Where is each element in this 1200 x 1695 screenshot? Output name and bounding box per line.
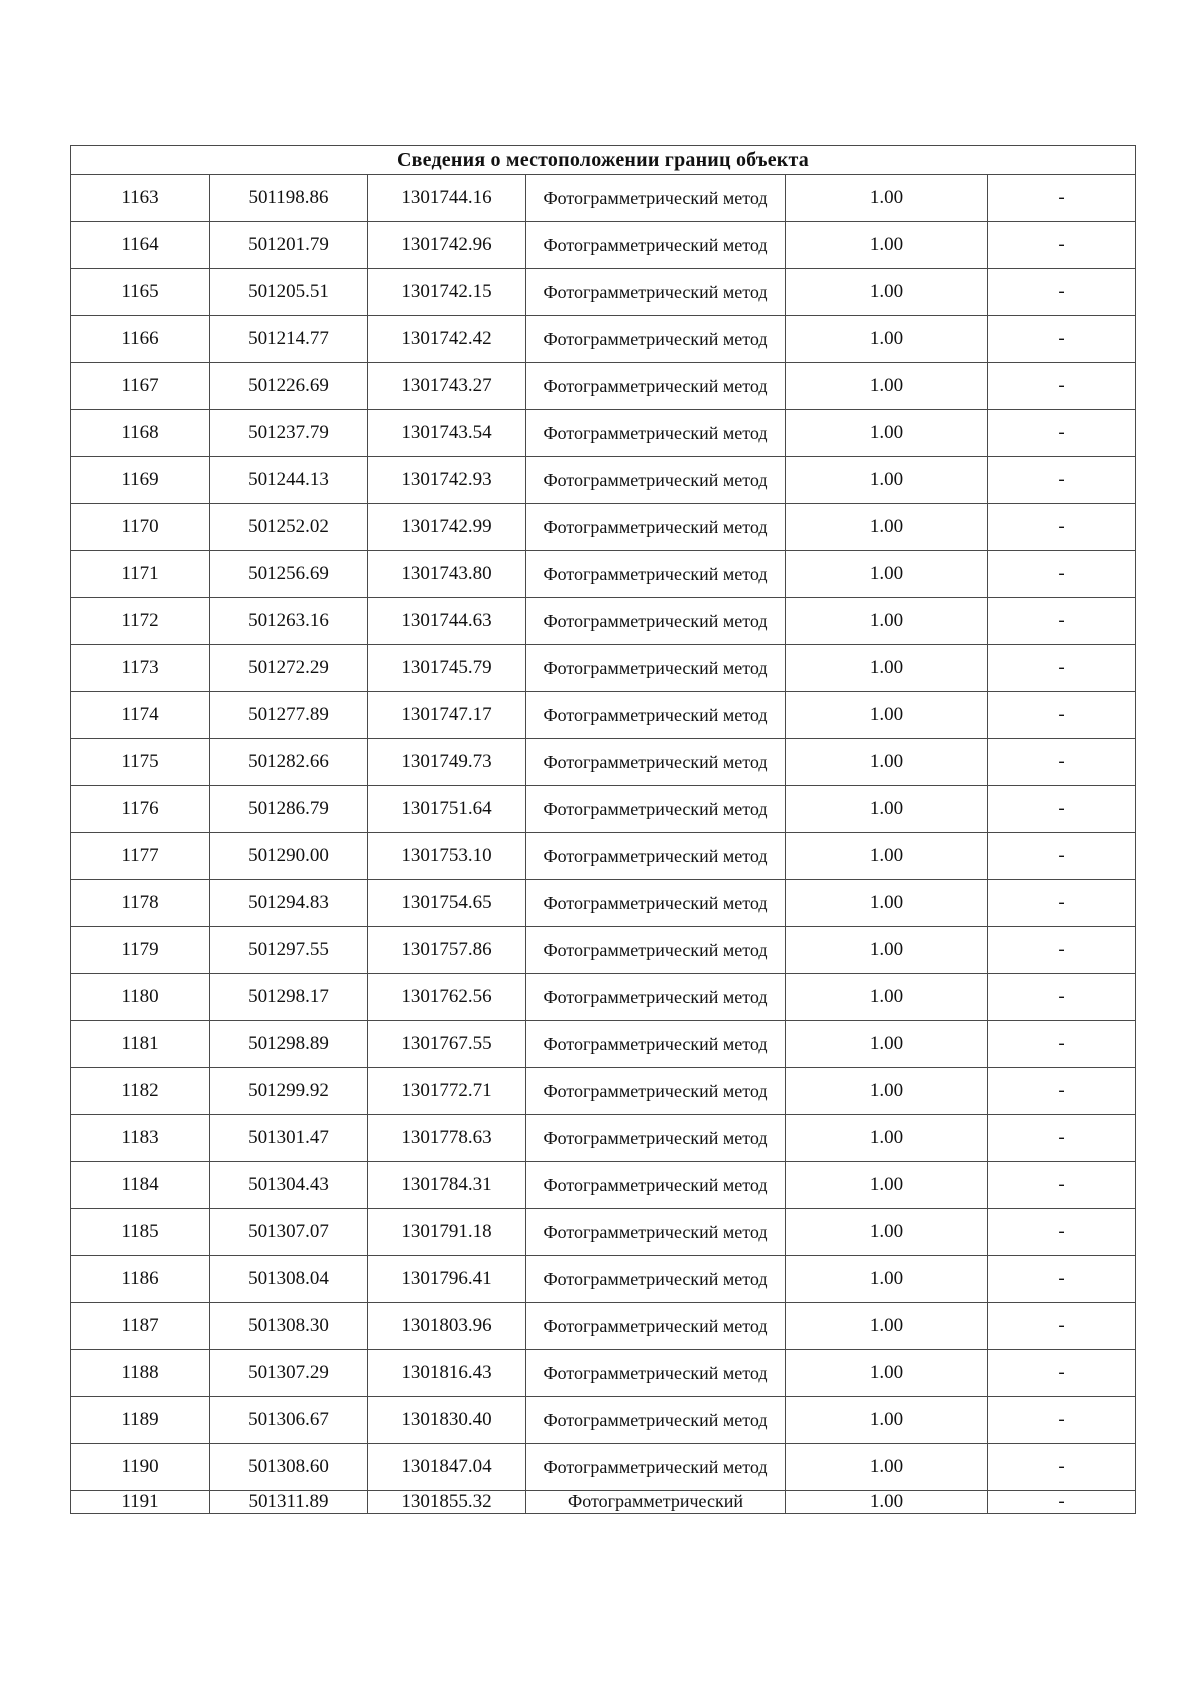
coordinate-x-cell: 501308.60 <box>210 1444 368 1491</box>
accuracy-cell: 1.00 <box>786 269 988 316</box>
note-cell: - <box>988 786 1136 833</box>
table-row <box>71 1209 1136 1256</box>
method-cell: Фотограмметрический метод <box>526 927 786 974</box>
note-cell: - <box>988 927 1136 974</box>
coordinate-x-cell: 501244.13 <box>210 457 368 504</box>
coordinate-y-cell: 1301742.42 <box>368 316 526 363</box>
method-cell: Фотограмметрический метод <box>526 1397 786 1444</box>
method-cell: Фотограмметрический метод <box>526 1256 786 1303</box>
point-number-cell: 1182 <box>71 1068 210 1115</box>
coordinate-x-cell: 501311.89 <box>210 1491 368 1514</box>
note-cell: - <box>988 1303 1136 1350</box>
accuracy-cell: 1.00 <box>786 927 988 974</box>
point-number-cell: 1179 <box>71 927 210 974</box>
point-number-cell: 1175 <box>71 739 210 786</box>
table-row <box>71 410 1136 457</box>
accuracy-cell: 1.00 <box>786 1303 988 1350</box>
coordinate-x-cell: 501308.04 <box>210 1256 368 1303</box>
point-number-cell: 1184 <box>71 1162 210 1209</box>
table-row <box>71 739 1136 786</box>
note-cell: - <box>988 175 1136 222</box>
coordinate-x-cell: 501299.92 <box>210 1068 368 1115</box>
method-cell: Фотограмметрический метод <box>526 410 786 457</box>
coordinate-y-cell: 1301830.40 <box>368 1397 526 1444</box>
method-cell: Фотограмметрический метод <box>526 363 786 410</box>
coordinate-x-cell: 501290.00 <box>210 833 368 880</box>
method-cell: Фотограмметрический метод <box>526 175 786 222</box>
coordinate-y-cell: 1301847.04 <box>368 1444 526 1491</box>
coordinate-x-cell: 501306.67 <box>210 1397 368 1444</box>
note-cell: - <box>988 316 1136 363</box>
method-cell: Фотограмметрический метод <box>526 1209 786 1256</box>
coordinate-y-cell: 1301742.96 <box>368 222 526 269</box>
table-row <box>71 551 1136 598</box>
point-number-cell: 1172 <box>71 598 210 645</box>
accuracy-cell: 1.00 <box>786 1209 988 1256</box>
method-cell: Фотограмметрический метод <box>526 504 786 551</box>
coordinate-x-cell: 501226.69 <box>210 363 368 410</box>
coordinate-y-cell: 1301767.55 <box>368 1021 526 1068</box>
coordinate-y-cell: 1301784.31 <box>368 1162 526 1209</box>
coordinate-x-cell: 501298.17 <box>210 974 368 1021</box>
coordinate-y-cell: 1301762.56 <box>368 974 526 1021</box>
coordinate-y-cell: 1301742.99 <box>368 504 526 551</box>
coordinate-y-cell: 1301772.71 <box>368 1068 526 1115</box>
point-number-cell: 1177 <box>71 833 210 880</box>
accuracy-cell: 1.00 <box>786 880 988 927</box>
coordinate-y-cell: 1301747.17 <box>368 692 526 739</box>
point-number-cell: 1165 <box>71 269 210 316</box>
table-row <box>71 974 1136 1021</box>
method-cell: Фотограмметрический <box>526 1491 786 1514</box>
accuracy-cell: 1.00 <box>786 551 988 598</box>
point-number-cell: 1188 <box>71 1350 210 1397</box>
coordinate-y-cell: 1301778.63 <box>368 1115 526 1162</box>
table-title-row <box>71 146 1136 175</box>
method-cell: Фотограмметрический метод <box>526 598 786 645</box>
table-row <box>71 1068 1136 1115</box>
table-row <box>71 1397 1136 1444</box>
note-cell: - <box>988 1068 1136 1115</box>
accuracy-cell: 1.00 <box>786 1021 988 1068</box>
table-row <box>71 1162 1136 1209</box>
coordinate-x-cell: 501277.89 <box>210 692 368 739</box>
note-cell: - <box>988 1256 1136 1303</box>
accuracy-cell: 1.00 <box>786 974 988 1021</box>
accuracy-cell: 1.00 <box>786 1068 988 1115</box>
method-cell: Фотограмметрический метод <box>526 1115 786 1162</box>
table-row <box>71 786 1136 833</box>
method-cell: Фотограмметрический метод <box>526 551 786 598</box>
table-body <box>71 146 1136 1514</box>
accuracy-cell: 1.00 <box>786 1350 988 1397</box>
table-row <box>71 645 1136 692</box>
coordinate-x-cell: 501205.51 <box>210 269 368 316</box>
coordinate-x-cell: 501198.86 <box>210 175 368 222</box>
accuracy-cell: 1.00 <box>786 1162 988 1209</box>
coordinate-y-cell: 1301757.86 <box>368 927 526 974</box>
table-row <box>71 927 1136 974</box>
point-number-cell: 1191 <box>71 1491 210 1514</box>
coordinate-y-cell: 1301745.79 <box>368 645 526 692</box>
accuracy-cell: 1.00 <box>786 316 988 363</box>
coordinate-x-cell: 501307.29 <box>210 1350 368 1397</box>
note-cell: - <box>988 457 1136 504</box>
method-cell: Фотограмметрический метод <box>526 880 786 927</box>
table-row <box>71 1021 1136 1068</box>
table-row <box>71 692 1136 739</box>
coordinate-x-cell: 501294.83 <box>210 880 368 927</box>
accuracy-cell: 1.00 <box>786 1491 988 1514</box>
method-cell: Фотограмметрический метод <box>526 1068 786 1115</box>
accuracy-cell: 1.00 <box>786 645 988 692</box>
point-number-cell: 1178 <box>71 880 210 927</box>
point-number-cell: 1164 <box>71 222 210 269</box>
point-number-cell: 1173 <box>71 645 210 692</box>
point-number-cell: 1185 <box>71 1209 210 1256</box>
table-row <box>71 598 1136 645</box>
accuracy-cell: 1.00 <box>786 175 988 222</box>
coordinate-x-cell: 501256.69 <box>210 551 368 598</box>
coordinate-x-cell: 501272.29 <box>210 645 368 692</box>
point-number-cell: 1166 <box>71 316 210 363</box>
note-cell: - <box>988 1491 1136 1514</box>
coordinate-y-cell: 1301796.41 <box>368 1256 526 1303</box>
note-cell: - <box>988 269 1136 316</box>
accuracy-cell: 1.00 <box>786 1256 988 1303</box>
table-row <box>71 175 1136 222</box>
coordinate-x-cell: 501308.30 <box>210 1303 368 1350</box>
point-number-cell: 1186 <box>71 1256 210 1303</box>
accuracy-cell: 1.00 <box>786 598 988 645</box>
coordinate-x-cell: 501307.07 <box>210 1209 368 1256</box>
coordinate-y-cell: 1301803.96 <box>368 1303 526 1350</box>
note-cell: - <box>988 410 1136 457</box>
table-row <box>71 1303 1136 1350</box>
point-number-cell: 1163 <box>71 175 210 222</box>
table-row <box>71 1350 1136 1397</box>
method-cell: Фотограмметрический метод <box>526 1444 786 1491</box>
note-cell: - <box>988 1444 1136 1491</box>
point-number-cell: 1176 <box>71 786 210 833</box>
table-row <box>71 1444 1136 1491</box>
table-row <box>71 1491 1136 1514</box>
accuracy-cell: 1.00 <box>786 504 988 551</box>
coordinate-y-cell: 1301743.27 <box>368 363 526 410</box>
note-cell: - <box>988 363 1136 410</box>
coordinate-y-cell: 1301743.54 <box>368 410 526 457</box>
note-cell: - <box>988 645 1136 692</box>
coordinate-y-cell: 1301754.65 <box>368 880 526 927</box>
table-row <box>71 1115 1136 1162</box>
coordinate-x-cell: 501214.77 <box>210 316 368 363</box>
method-cell: Фотограмметрический метод <box>526 1021 786 1068</box>
accuracy-cell: 1.00 <box>786 1115 988 1162</box>
coordinate-y-cell: 1301742.15 <box>368 269 526 316</box>
coordinate-y-cell: 1301791.18 <box>368 1209 526 1256</box>
table-row <box>71 504 1136 551</box>
table-row <box>71 833 1136 880</box>
point-number-cell: 1190 <box>71 1444 210 1491</box>
table-row <box>71 222 1136 269</box>
method-cell: Фотограмметрический метод <box>526 269 786 316</box>
table-row <box>71 363 1136 410</box>
method-cell: Фотограмметрический метод <box>526 316 786 363</box>
coordinate-y-cell: 1301816.43 <box>368 1350 526 1397</box>
note-cell: - <box>988 1021 1136 1068</box>
point-number-cell: 1168 <box>71 410 210 457</box>
coordinate-y-cell: 1301749.73 <box>368 739 526 786</box>
accuracy-cell: 1.00 <box>786 363 988 410</box>
accuracy-cell: 1.00 <box>786 692 988 739</box>
point-number-cell: 1170 <box>71 504 210 551</box>
point-number-cell: 1189 <box>71 1397 210 1444</box>
coordinate-x-cell: 501263.16 <box>210 598 368 645</box>
table-title: Сведения о местоположении границ объекта <box>71 146 1136 175</box>
method-cell: Фотограмметрический метод <box>526 786 786 833</box>
method-cell: Фотограмметрический метод <box>526 692 786 739</box>
note-cell: - <box>988 1162 1136 1209</box>
point-number-cell: 1183 <box>71 1115 210 1162</box>
boundary-coordinates-table <box>70 145 1136 1514</box>
method-cell: Фотограмметрический метод <box>526 1350 786 1397</box>
method-cell: Фотограмметрический метод <box>526 974 786 1021</box>
method-cell: Фотограмметрический метод <box>526 645 786 692</box>
point-number-cell: 1187 <box>71 1303 210 1350</box>
table-row <box>71 880 1136 927</box>
note-cell: - <box>988 833 1136 880</box>
point-number-cell: 1167 <box>71 363 210 410</box>
table-row <box>71 269 1136 316</box>
coordinate-y-cell: 1301744.16 <box>368 175 526 222</box>
coordinate-x-cell: 501286.79 <box>210 786 368 833</box>
note-cell: - <box>988 739 1136 786</box>
point-number-cell: 1181 <box>71 1021 210 1068</box>
method-cell: Фотограмметрический метод <box>526 739 786 786</box>
coordinate-x-cell: 501252.02 <box>210 504 368 551</box>
method-cell: Фотограмметрический метод <box>526 833 786 880</box>
point-number-cell: 1174 <box>71 692 210 739</box>
coordinate-y-cell: 1301744.63 <box>368 598 526 645</box>
method-cell: Фотограмметрический метод <box>526 1162 786 1209</box>
coordinate-y-cell: 1301855.32 <box>368 1491 526 1514</box>
accuracy-cell: 1.00 <box>786 833 988 880</box>
accuracy-cell: 1.00 <box>786 222 988 269</box>
note-cell: - <box>988 222 1136 269</box>
method-cell: Фотограмметрический метод <box>526 1303 786 1350</box>
point-number-cell: 1180 <box>71 974 210 1021</box>
note-cell: - <box>988 1350 1136 1397</box>
coordinate-x-cell: 501297.55 <box>210 927 368 974</box>
coordinate-x-cell: 501201.79 <box>210 222 368 269</box>
table-row <box>71 1256 1136 1303</box>
accuracy-cell: 1.00 <box>786 457 988 504</box>
coordinate-y-cell: 1301753.10 <box>368 833 526 880</box>
document-page <box>70 145 1135 1514</box>
note-cell: - <box>988 1115 1136 1162</box>
coordinate-y-cell: 1301743.80 <box>368 551 526 598</box>
table-row <box>71 316 1136 363</box>
accuracy-cell: 1.00 <box>786 410 988 457</box>
note-cell: - <box>988 1397 1136 1444</box>
note-cell: - <box>988 504 1136 551</box>
accuracy-cell: 1.00 <box>786 1444 988 1491</box>
note-cell: - <box>988 1209 1136 1256</box>
point-number-cell: 1169 <box>71 457 210 504</box>
method-cell: Фотограмметрический метод <box>526 222 786 269</box>
note-cell: - <box>988 974 1136 1021</box>
note-cell: - <box>988 692 1136 739</box>
coordinate-x-cell: 501298.89 <box>210 1021 368 1068</box>
point-number-cell: 1171 <box>71 551 210 598</box>
coordinate-x-cell: 501301.47 <box>210 1115 368 1162</box>
accuracy-cell: 1.00 <box>786 786 988 833</box>
coordinate-x-cell: 501282.66 <box>210 739 368 786</box>
coordinate-y-cell: 1301751.64 <box>368 786 526 833</box>
coordinate-y-cell: 1301742.93 <box>368 457 526 504</box>
accuracy-cell: 1.00 <box>786 1397 988 1444</box>
coordinate-x-cell: 501237.79 <box>210 410 368 457</box>
note-cell: - <box>988 880 1136 927</box>
note-cell: - <box>988 598 1136 645</box>
method-cell: Фотограмметрический метод <box>526 457 786 504</box>
note-cell: - <box>988 551 1136 598</box>
accuracy-cell: 1.00 <box>786 739 988 786</box>
table-row <box>71 457 1136 504</box>
coordinate-x-cell: 501304.43 <box>210 1162 368 1209</box>
